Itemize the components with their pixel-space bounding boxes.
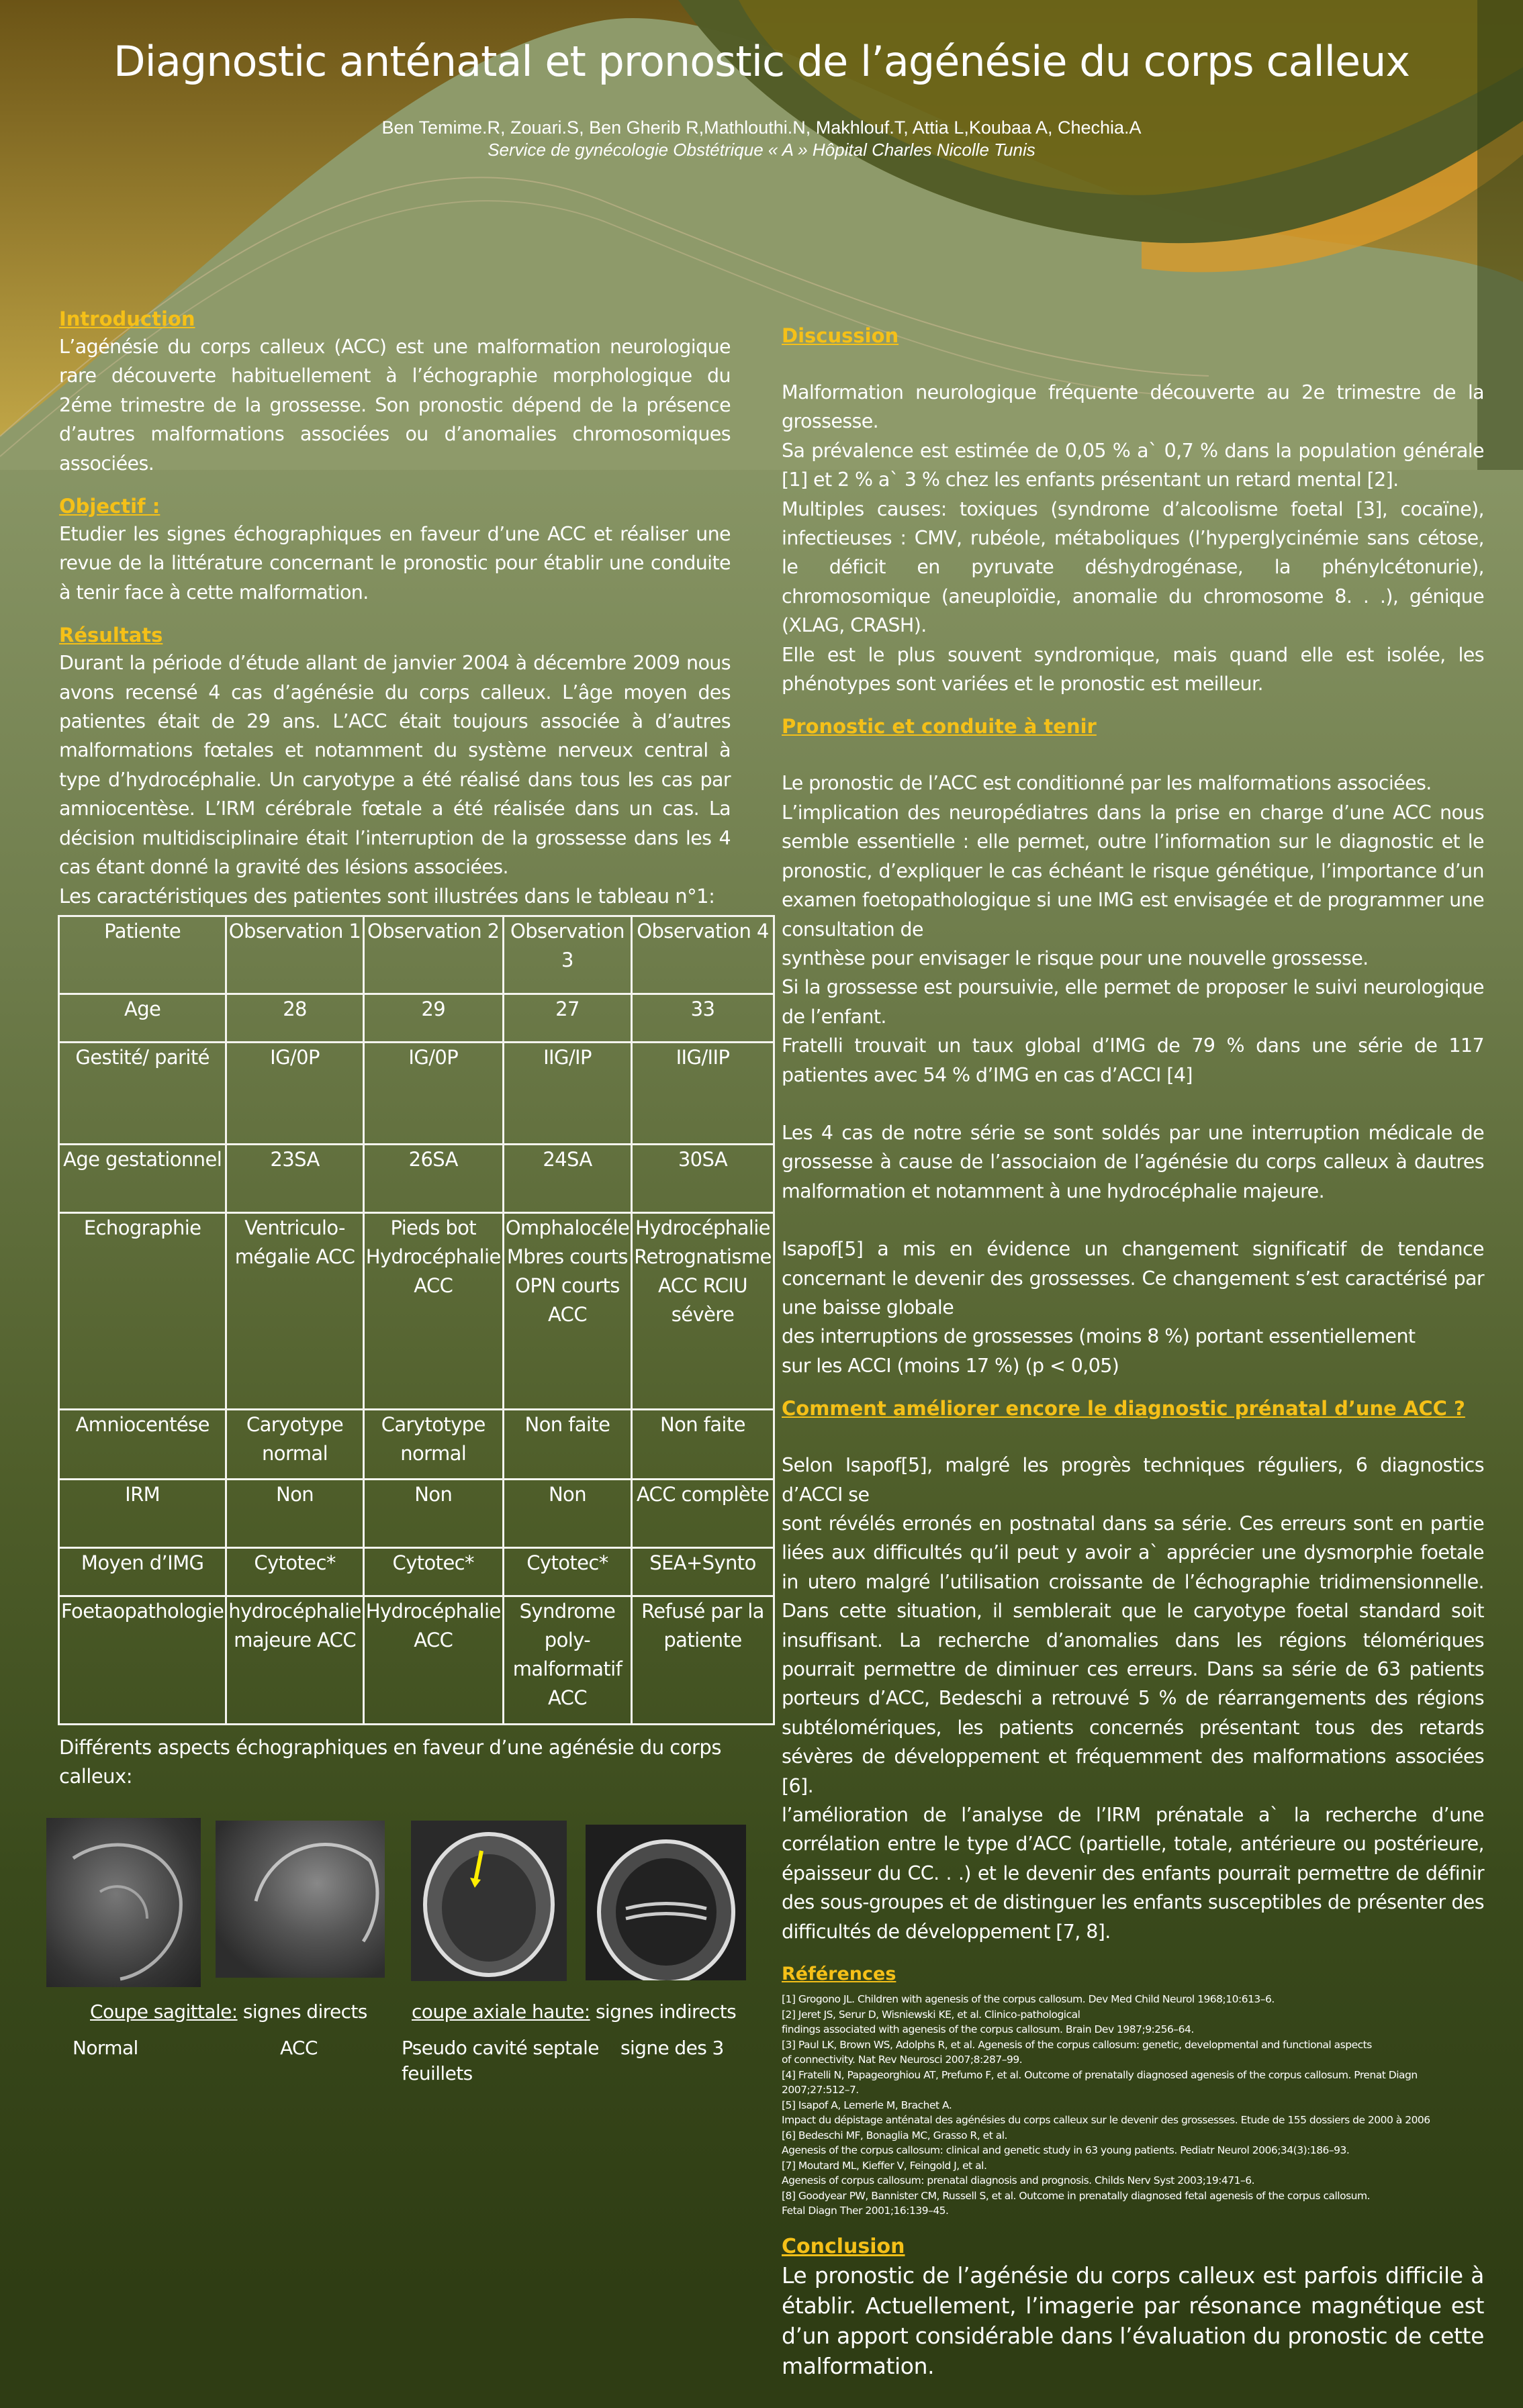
table-header: Observation 2 <box>363 916 503 994</box>
paragraph: des interruptions de grossesses (moins 8 %) portant essentiellement <box>782 1325 1416 1348</box>
table-cell: Syndrome poly-malformatif ACC <box>503 1596 632 1724</box>
table-cell: 24SA <box>503 1144 632 1212</box>
table-cell: Non faite <box>503 1409 632 1479</box>
reference-line: [1] Grogono JL. Children with agenesis of the corpus callosum. Dev Med Child Neurol 1968;10:613–6. <box>782 1993 1275 2006</box>
table-cell: Pieds bot Hydrocéphalie ACC <box>363 1212 503 1409</box>
paragraph: synthèse pour envisager le risque pour une nouvelle grossesse. <box>782 947 1369 969</box>
left-column <box>59 305 772 2085</box>
table-cell: IG/0P <box>226 1042 363 1144</box>
conclusion-heading: Conclusion <box>782 2234 905 2258</box>
table-cell: Carytotype normal <box>363 1409 503 1479</box>
reference-line: Fetal Diagn Ther 2001;16:139–45. <box>782 2205 949 2217</box>
table-header: Patiente <box>59 916 226 994</box>
table-cell: Non <box>226 1479 363 1547</box>
reference-line: findings associated with agenesis of the corpus callosum. Brain Dev 1987;9:256–64. <box>782 2023 1194 2036</box>
affiliation: Service de gynécologie Obstétrique « A » Hôpital Charles Nicolle Tunis <box>488 140 1035 160</box>
axial-caption <box>412 1999 774 2025</box>
pronostic-text <box>782 769 1484 1380</box>
table-cell: 28 <box>226 994 363 1042</box>
row-label: IRM <box>59 1479 226 1547</box>
table-cell: Cytotec* <box>226 1547 363 1596</box>
image-label-acc: ACC <box>280 2036 318 2059</box>
table-cell: Cytotec* <box>363 1547 503 1596</box>
objectif-text: Etudier les signes échographiques en faveur d’une ACC et réaliser une revue de la littérature concernant le pronostic pour établir une conduite à tenir face à cette malformation. <box>59 523 731 604</box>
paragraph: Multiples causes: toxiques (syndrome d’alcoolisme foetal [3], cocaïne), infectieuses : CMV, rubéole, métaboliques (l’hyperglycinémie sans cétose, le déficit en pyruvate déshydrogénase, la phénylcétonurie), chromosomique (aneuploïdie, anomalie du chromosome 8. . .), génique (XLAG, CRASH). <box>782 497 1484 637</box>
table-row <box>59 1596 774 1724</box>
table-cell: Caryotype normal <box>226 1409 363 1479</box>
reference-line: Agenesis of corpus callosum: prenatal diagnosis and prognosis. Childs Nerv Syst 2003;19:471–6. <box>782 2174 1255 2187</box>
table-header: Observation 3 <box>503 916 632 994</box>
table-row <box>59 1479 774 1547</box>
table-cell: 27 <box>503 994 632 1042</box>
ultrasound-image-trois-feuillets <box>586 1825 746 1980</box>
table-header-row <box>59 916 774 994</box>
row-label: Gestité/ parité <box>59 1042 226 1144</box>
authors: Ben Temime.R, Zouari.S, Ben Gherib R,Mathlouthi.N, Makhlouf.T, Attia L,Koubaa A, Chechia.A <box>381 117 1142 138</box>
table-header: Observation 4 <box>632 916 774 994</box>
table-cell: Non faite <box>632 1409 774 1479</box>
table-cell: 33 <box>632 994 774 1042</box>
table-row <box>59 1212 774 1409</box>
ultrasound-images <box>59 1818 731 1999</box>
reference-line: [6] Bedeschi MF, Bonaglia MC, Grasso R, et al. <box>782 2129 1007 2141</box>
reference-line: [3] Paul LK, Brown WS, Adolphs R, et al. Agenesis of the corpus callosum: genetic, developmental and functional aspects <box>782 2038 1372 2051</box>
row-label: Moyen d’IMG <box>59 1547 226 1596</box>
paragraph: L’implication des neuropédiatres dans la prise en charge d’une ACC nous semble essentielle : elle permet, outre l’information sur le diagnostic et le pronostic, d’expliquer le cas échéant le risque génétique, l’importance d’un examen foetopathologique si une IMG est envisagée et de programmer une consultation de <box>782 801 1484 941</box>
reference-line: [2] Jeret JS, Serur D, Wisniewski KE, et al. Clinico-pathological <box>782 2008 1080 2021</box>
paragraph: Les 4 cas de notre série se sont soldés par une interruption médicale de grossesse à cause de l’associaion de l’agénésie du corps calleux à dautres malformation et notamment à une hydrocéphalie majeure. <box>782 1121 1484 1202</box>
table-row <box>59 1409 774 1479</box>
sagittal-caption <box>90 1999 406 2025</box>
table-cell: Non <box>363 1479 503 1547</box>
introduction-text: L’agénésie du corps calleux (ACC) est une malformation neurologique rare découverte habituellement à l’échographie morphologique du 2éme trimestre de la grossesse. Son pronostic dépend de la présence d’autres malformations associées ou d’anomalies chromosomiques associées. <box>59 336 731 475</box>
paragraph: sont révélés erronés en postnatal dans sa série. Ces erreurs sont en partie liées aux difficultés qu’il peut y avoir a` apprécier une dysmorphie foetale in utero malgré l’utilisation croissante de l’échographie tridimensionnelle. Dans cette situation, il semblerait que le caryotype foetal standard soit insuffisant. La recherche d’anomalies dans les régions télomériques pourrait permettre de diminuer ces erreurs. Dans sa série de 63 patients porteurs d’ACC, Bedeschi a retrouvé 5 % de réarrangements des régions subtélomériques, les patients concernés présentant tous des retards sévères de développement et fréquemment des malformations associées [6]. <box>782 1512 1484 1797</box>
ultrasound-image-pseudo-cavite <box>411 1821 567 1981</box>
ultrasound-image-normal <box>46 1818 201 1987</box>
table-cell: IG/0P <box>363 1042 503 1144</box>
paragraph: sur les ACCI (moins 17 %) (p < 0,05) <box>782 1354 1119 1377</box>
resultats-heading: Résultats <box>59 624 163 647</box>
table-cell: hydrocéphalie majeure ACC <box>226 1596 363 1724</box>
conclusion-text: Le pronostic de l’agénésie du corps calleux est parfois difficile à établir. Actuellement, l’imagerie par résonance magnétique est d’un apport considérable dans l’évaluation du pronostic de cette malformation. <box>782 2262 1484 2379</box>
row-label: Age <box>59 994 226 1042</box>
paragraph: Elle est le plus souvent syndromique, mais quand elle est isolée, les phénotypes sont variées et le pronostic est meilleur. <box>782 643 1484 695</box>
discussion-text <box>782 378 1484 698</box>
table-row <box>59 1547 774 1596</box>
table-row <box>59 1042 774 1144</box>
row-label: Echographie <box>59 1212 226 1409</box>
resultats-text: Durant la période d’étude allant de janvier 2004 à décembre 2009 nous avons recensé 4 cas d’agénésie du corps calleux. L’âge moyen des patientes était de 29 ans. L’ACC était toujours associée à d’autres malformations fœtales et notamment du système nerveux central à type d’hydrocéphalie. Un caryotype a été réalisé dans tous les cas par amniocentèse. L’IRM cérébrale fœtale a été réalisée dans un cas. La décision multidisciplinaire était l’interruption de la grossesse dans les 4 cas étant donné la gravité des lésions associées. <box>59 652 731 879</box>
table-cell: Refusé par la patiente <box>632 1596 774 1724</box>
paragraph: Le pronostic de l’ACC est conditionné par les malformations associées. <box>782 772 1432 795</box>
table-row <box>59 994 774 1042</box>
references-heading: Références <box>782 1964 896 1985</box>
table-cell: Ventriculo-mégalie ACC <box>226 1212 363 1409</box>
table-cell: 23SA <box>226 1144 363 1212</box>
table-caption: Les caractéristiques des patientes sont illustrées dans le tableau n°1: <box>59 884 715 908</box>
right-column <box>782 322 1484 2395</box>
paragraph: Isapof[5] a mis en évidence un changement significatif de tendance concernant le devenir des grossesses. Ce changement s’est caractérisé par une baisse globale <box>782 1238 1484 1318</box>
axial-rest: signes indirects <box>590 2000 737 2023</box>
reference-line: [4] Fratelli N, Papageorghiou AT, Prefumo F, et al. Outcome of prenatally diagnosed agenesis of the corpus callosum. Prenat Diagn <box>782 2068 1418 2081</box>
paragraph: Sa prévalence est estimée de 0,05 % a` 0,7 % dans la population générale [1] et 2 % a` 3 % chez les enfants présentant un retard mental [2]. <box>782 439 1484 491</box>
table-cell: IIG/IP <box>503 1042 632 1144</box>
table-cell: ACC complète <box>632 1479 774 1547</box>
axial-label: coupe axiale haute: <box>412 2000 590 2023</box>
reference-line: of connectivity. Nat Rev Neurosci 2007;8:287–99. <box>782 2054 1023 2066</box>
table-cell: Hydrocéphalie Retrognatisme ACC RCIU sévère <box>632 1212 774 1409</box>
table-header: Observation 1 <box>226 916 363 994</box>
introduction-heading: Introduction <box>59 307 195 330</box>
reference-line: [5] Isapof A, Lemerle M, Brachet A. <box>782 2099 952 2111</box>
image-label-signe-3: signe des 3 <box>620 2036 724 2059</box>
paragraph: Fratelli trouvait un taux global d’IMG de 79 % dans une série de 117 patientes avec 54 % d’IMG en cas d’ACCI [4] <box>782 1034 1484 1086</box>
reference-line: Agenesis of the corpus callosum: clinical and genetic study in 63 young patients. Pediatr Neurol 2006;34(3):186–93. <box>782 2144 1350 2157</box>
paragraph: l’amélioration de l’analyse de l’IRM prénatale a` la recherche d’une corrélation entre le type d’ACC (partielle, totale, antérieure ou postérieure, épaisseur du CC. . .) et le devenir des enfants pourrait permettre de définir des sous-groupes et de distinguer les enfants susceptibles de présenter des difficultés de développement [7, 8]. <box>782 1804 1484 1943</box>
ultrasound-image-acc <box>216 1821 385 1978</box>
poster-title: Diagnostic anténatal et pronostic de l’agénésie du corps calleux <box>113 37 1410 86</box>
pronostic-heading: Pronostic et conduite à tenir <box>782 715 1097 738</box>
figure-image-labels <box>59 2031 731 2085</box>
paragraph: Selon Isapof[5], malgré les progrès techniques réguliers, 6 diagnostics d’ACCI se <box>782 1454 1484 1506</box>
reference-line: 2007;27:512–7. <box>782 2084 859 2097</box>
image-label-normal: Normal <box>73 2036 138 2059</box>
figure-section-labels <box>59 1999 737 2031</box>
discussion-heading: Discussion <box>782 324 899 347</box>
table-row <box>59 1144 774 1212</box>
sagittal-rest: signes directs <box>237 2000 367 2023</box>
table-cell: IIG/IIP <box>632 1042 774 1144</box>
reference-line: [8] Goodyear PW, Bannister CM, Russell S, et al. Outcome in prenatally diagnosed fetal agenesis of the corpus callosum. <box>782 2189 1371 2202</box>
row-label: Amniocentése <box>59 1409 226 1479</box>
ameliorer-heading: Comment améliorer encore le diagnostic prénatal d’une ACC ? <box>782 1397 1465 1420</box>
table-cell: Non <box>503 1479 632 1547</box>
image-label-pseudo-cavite: Pseudo cavité septale feuillets <box>402 2036 599 2084</box>
paragraph: Si la grossesse est poursuivie, elle permet de proposer le suivi neurologique de l’enfant. <box>782 976 1484 1028</box>
row-label: Foetaopathologie <box>59 1596 226 1724</box>
patients-table <box>58 915 775 1725</box>
table-cell: 26SA <box>363 1144 503 1212</box>
references-list <box>782 1992 1484 2219</box>
table-cell: Cytotec* <box>503 1547 632 1596</box>
table-cell: SEA+Synto <box>632 1547 774 1596</box>
table-cell: 30SA <box>632 1144 774 1212</box>
reference-line: [7] Moutard ML, Kieffer V, Feingold J, et al. <box>782 2159 987 2172</box>
table-cell: Hydrocéphalie ACC <box>363 1596 503 1724</box>
paragraph: Malformation neurologique fréquente découverte au 2e trimestre de la grossesse. <box>782 381 1484 433</box>
sagittal-label: Coupe sagittale: <box>90 2000 238 2023</box>
table-cell: Omphalocéle Mbres courts OPN courts ACC <box>503 1212 632 1409</box>
table-cell: 29 <box>363 994 503 1042</box>
ameliorer-text <box>782 1451 1484 1946</box>
objectif-heading: Objectif : <box>59 495 160 518</box>
row-label: Age gestationnel <box>59 1144 226 1212</box>
figures-caption: Différents aspects échographiques en faveur d’une agénésie du corps calleux: <box>59 1735 721 1788</box>
reference-line: Impact du dépistage anténatal des agénésies du corps calleux sur le devenir des grossesses. Etude de 155 dossiers de 2000 à 2006 <box>782 2114 1430 2127</box>
